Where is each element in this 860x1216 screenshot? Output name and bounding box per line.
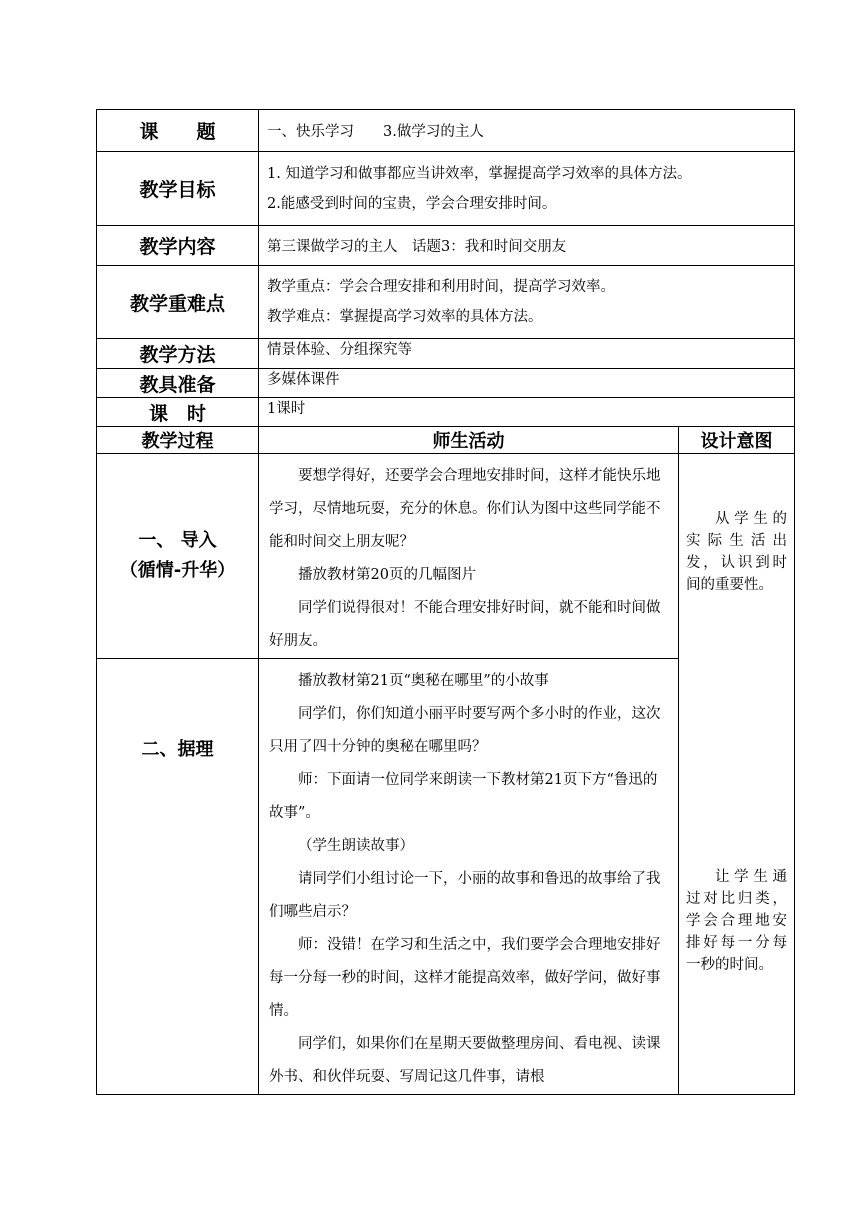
row-topic — [97, 110, 795, 152]
header-stage: 教学过程 — [97, 427, 259, 454]
goal-value — [259, 152, 795, 226]
key-line: 教学重点：学会合理安排和利用时间，提高学习效率。 — [267, 279, 615, 295]
activity-paragraph: 播放教材第20页的几幅图片 — [298, 567, 476, 583]
goal-line: 1. 知道学习和做事都应当讲效率，掌握提高学习效率的具体方法。 — [267, 165, 692, 182]
stage-line: 二、据理 — [141, 739, 214, 760]
topic-value: 一、快乐学习 3.做学习的主人 — [259, 110, 795, 152]
content-label: 教学内容 — [97, 226, 259, 266]
activity-intro — [259, 454, 679, 659]
activity-paragraph: 请同学们小组讨论一下，小丽的故事和鲁迅的故事给了我们哪些启示？ — [269, 871, 661, 920]
row-method — [97, 339, 795, 369]
key-line: 教学难点：掌握提高学习效率的具体方法。 — [267, 309, 543, 325]
goal-line: 2.能感受到时间的宝贵，学会合理安排时间。 — [267, 195, 557, 212]
topic-label: 课 题 — [97, 110, 259, 152]
row-section-1 — [97, 454, 795, 659]
activity-paragraph: 同学们，你们知道小丽平时要写两个多小时的作业，这次只用了四十分钟的奥秘在哪里吗？ — [269, 706, 661, 755]
key-value — [259, 266, 795, 339]
row-key-points — [97, 266, 795, 339]
lesson-plan — [96, 109, 794, 1095]
stage-reasoning — [97, 659, 259, 1095]
activity-paragraph: 播放教材第21页“奥秘在哪里”的小故事 — [298, 673, 549, 689]
stage-intro — [97, 454, 259, 659]
hours-label: 课 时 — [97, 398, 259, 427]
activity-paragraph: 同学们说得很对！不能合理安排好时间，就不能和时间做好朋友。 — [269, 600, 661, 649]
design-intent — [679, 454, 795, 1095]
activity-paragraph: 同学们，如果你们在星期天要做整理房间、看电视、读课外书、和伙伴玩耍、写周记这几件事，请根 — [269, 1036, 661, 1085]
row-content — [97, 226, 795, 266]
goal-label: 教学目标 — [97, 152, 259, 226]
activity-paragraph: 师：没错！在学习和生活之中，我们要学会合理地安排好每一分每一秒的时间，这样才能提高效率，做好学问，做好事情。 — [269, 937, 661, 1019]
stage-line: 一、 导入 — [138, 530, 217, 551]
lesson-plan-table — [96, 109, 795, 1095]
method-label: 教学方法 — [97, 339, 259, 369]
content-value: 第三课做学习的主人 话题3：我和时间交朋友 — [259, 226, 795, 266]
activity-paragraph: （学生朗读故事） — [298, 838, 414, 854]
hours-value: 1课时 — [259, 398, 795, 427]
key-label: 教学重难点 — [97, 266, 259, 339]
activity-reasoning — [259, 659, 679, 1095]
header-intent: 设计意图 — [679, 427, 795, 454]
row-hours — [97, 398, 795, 427]
row-process-header — [97, 427, 795, 454]
intent-paragraph: 让学生通过对比归类，学会合理地安排好每一分每一秒的时间。 — [686, 869, 787, 973]
intent-paragraph: 从学生的实际生活出发，认识到时间的重要性。 — [686, 511, 787, 593]
tools-label: 教具准备 — [97, 369, 259, 398]
header-activity: 师生活动 — [259, 427, 679, 454]
activity-paragraph: 要想学得好，还要学会合理地安排时间，这样才能快乐地学习，尽情地玩耍，充分的休息。你们认为图中这些同学能不能和时间交上朋友呢？ — [269, 468, 661, 550]
row-goals — [97, 152, 795, 226]
row-tools — [97, 369, 795, 398]
method-value: 情景体验、分组探究等 — [259, 339, 795, 369]
activity-paragraph: 师：下面请一位同学来朗读一下教材第21页下方“鲁迅的故事”。 — [269, 772, 658, 821]
stage-line: （循情-升华） — [119, 560, 236, 581]
tools-value: 多媒体课件 — [259, 369, 795, 398]
